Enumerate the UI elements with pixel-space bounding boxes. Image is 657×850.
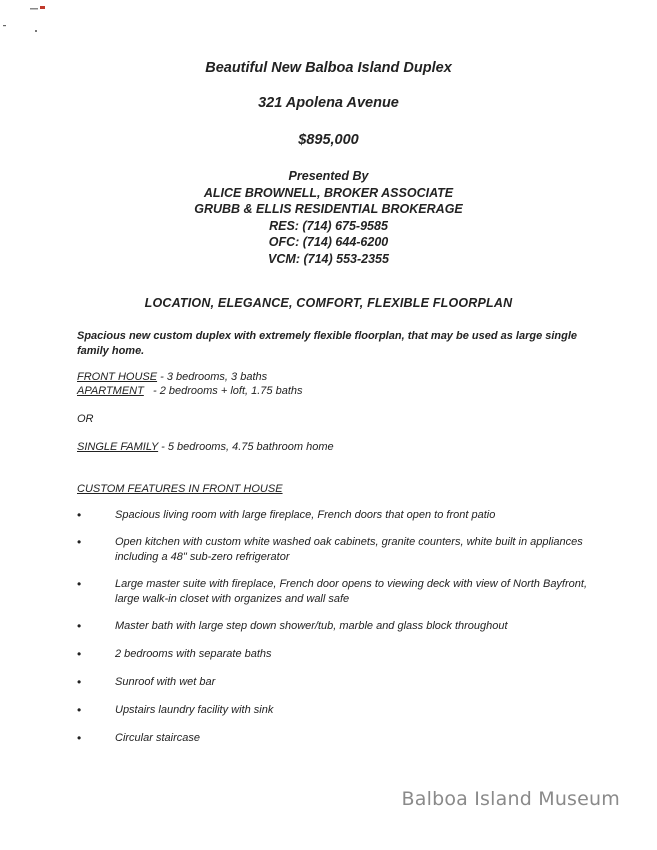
feature-text: Circular staircase [115, 732, 200, 744]
presenter-block [0, 168, 657, 267]
red-scan-mark [40, 6, 45, 9]
res-phone: RES: (714) 675-9585 [269, 218, 388, 233]
feature-item [77, 647, 597, 662]
bullet-icon: • [77, 535, 82, 549]
bullet-icon: • [77, 577, 82, 591]
feature-text: Sunroof with wet bar [115, 676, 216, 688]
feature-item [77, 731, 597, 746]
feature-item [77, 535, 597, 565]
museum-watermark: Balboa Island Museum [401, 788, 620, 810]
feature-text: Upstairs laundry facility with sink [115, 704, 274, 716]
intro-paragraph: Spacious new custom duplex with extremely flexible floorplan, that may be used as large single family home. [77, 330, 578, 357]
feature-text: 2 bedrooms with separate baths [115, 648, 272, 660]
listing-price: $895,000 [298, 132, 359, 148]
feature-text: Open kitchen with custom white washed oak cabinets, granite counters, white built in appliances including a 48" sub-zero refrigerator [115, 536, 583, 563]
single-family-detail: - 5 bedrooms, 4.75 bathroom home [158, 441, 334, 453]
features-list [77, 508, 597, 746]
section-headline: LOCATION, ELEGANCE, COMFORT, FLEXIBLE FLOORPLAN [144, 296, 513, 310]
scan-corner-marks [0, 0, 60, 40]
feature-item [77, 703, 597, 718]
front-house-line [77, 371, 267, 383]
gray-scan-speck-2 [35, 30, 37, 32]
vcm-phone: VCM: (714) 553-2355 [268, 251, 389, 266]
ofc-phone: OFC: (714) 644-6200 [268, 235, 389, 249]
gray-scan-mark [30, 8, 38, 10]
single-family-label: SINGLE FAMILY [77, 441, 159, 453]
feature-item [77, 577, 597, 607]
bullet-icon: • [77, 731, 82, 745]
presented-by-label: Presented By [288, 169, 369, 183]
listing-address: 321 Apolena Avenue [258, 95, 399, 111]
or-separator: OR [77, 413, 94, 425]
front-house-label: FRONT HOUSE [77, 371, 158, 383]
single-family-line [77, 441, 334, 453]
feature-text: Master bath with large step down shower/tub, marble and glass block throughout [115, 620, 508, 632]
front-house-detail: - 3 bedrooms, 3 baths [157, 371, 268, 383]
gray-scan-speck [3, 25, 6, 26]
bullet-icon: • [77, 703, 82, 717]
feature-item [77, 508, 597, 523]
feature-text: Large master suite with fireplace, French door opens to viewing deck with view of North Bayfront, large walk-in closet with organizes and wall safe [115, 578, 588, 605]
apartment-detail: - 2 bedrooms + loft, 1.75 baths [143, 385, 303, 397]
apartment-label: APARTMENT [77, 385, 144, 397]
broker-name: ALICE BROWNELL, BROKER ASSOCIATE [203, 185, 454, 200]
bullet-icon: • [77, 508, 82, 522]
brokerage-name: GRUBB & ELLIS RESIDENTIAL BROKERAGE [194, 202, 463, 216]
features-heading: CUSTOM FEATURES IN FRONT HOUSE [77, 483, 283, 495]
feature-item [77, 675, 597, 690]
apartment-line [77, 385, 303, 397]
bullet-icon: • [77, 675, 82, 689]
feature-text: Spacious living room with large fireplace, French doors that open to front patio [115, 509, 496, 521]
bullet-icon: • [77, 619, 82, 633]
listing-title: Beautiful New Balboa Island Duplex [205, 60, 452, 76]
feature-item [77, 619, 597, 634]
bullet-icon: • [77, 647, 82, 661]
